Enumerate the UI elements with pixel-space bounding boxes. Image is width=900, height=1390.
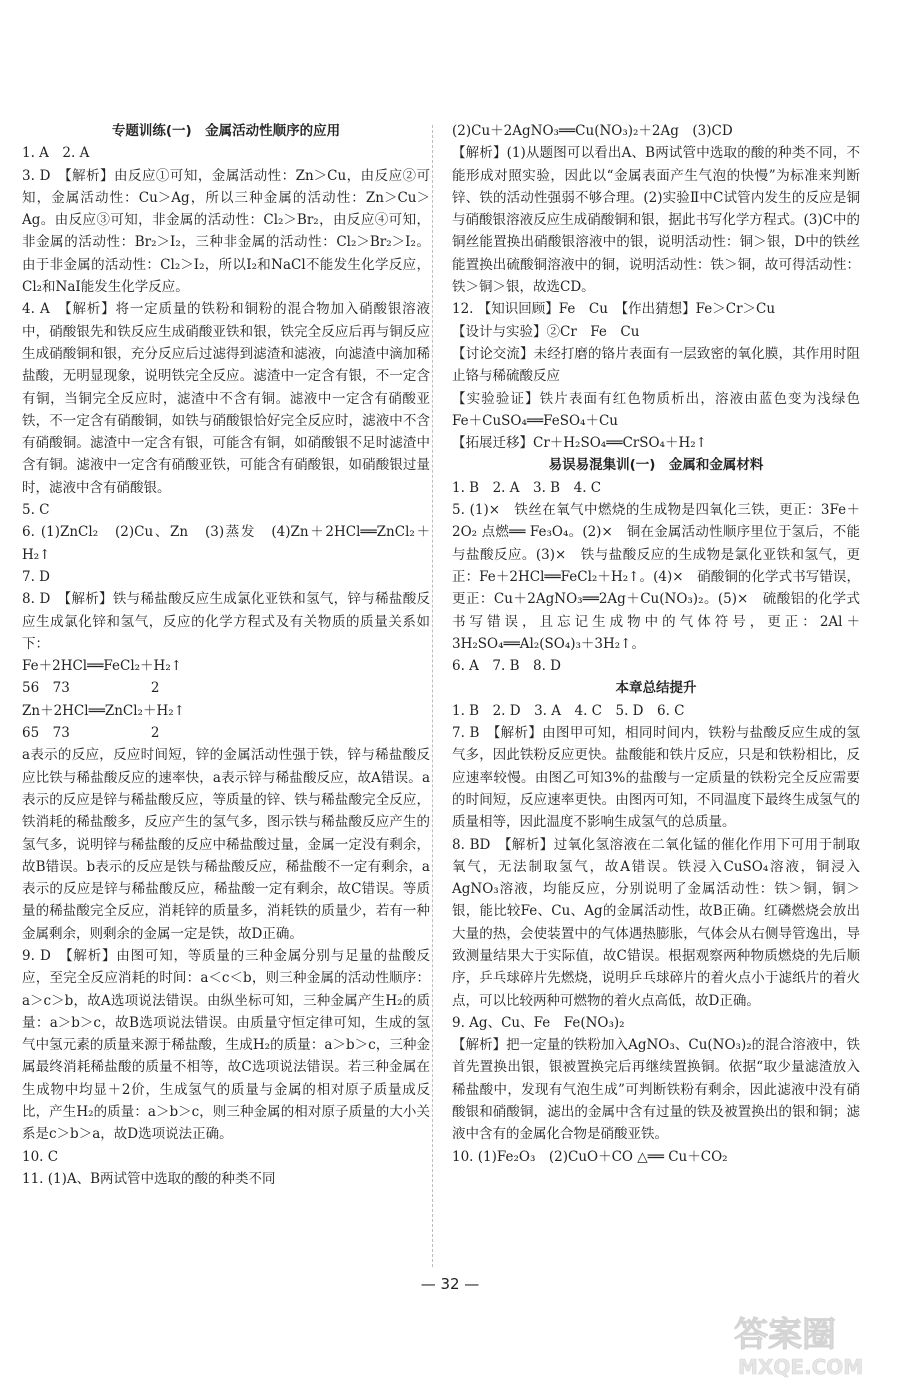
watermark-top-text: 答案圈 (734, 1315, 836, 1355)
mass-line: 65 73 2 (22, 725, 160, 742)
section-title: 专题训练(一) 金属活动性顺序的应用 (111, 123, 341, 139)
answer-item: 5. (1)× 铁丝在氧气中燃烧的生成物是四氧化三铁，更正：3Fe＋2O₂ 点燃══ Fe₃O₄。(2)× 铜在金属活动性顺序里位于氢后，不能与盐酸反应。(3)× 铁与盐酸反应的生成物是氯化亚铁和氢气，更正：Fe＋2HCl══FeCl₂＋H₂↑。(4)× 硝酸铜的化学式书写错误，更正：Cu＋2AgNO₃══2Ag＋Cu(NO₃)₂。(5)× 硫酸铝的化学式书写错误，且忘记生成物中的气体符号，更正：2Al＋3H₂SO₄══Al₂(SO₄)₃＋3H₂↑。 (452, 502, 860, 652)
answer-item: 5. C (22, 502, 50, 519)
answer-item: 7. D (22, 568, 50, 585)
answer-item: 6. (1)ZnCl₂ (2)Cu、Zn (3)蒸发 (4)Zn＋2HCl══ZnCl₂＋H₂↑ (22, 524, 430, 563)
column-divider (432, 125, 433, 1267)
answer-item: 1. A 2. A (22, 145, 90, 162)
left-column (22, 120, 430, 1190)
equation-line: Fe＋2HCl══FeCl₂＋H₂↑ (22, 658, 183, 675)
answer-item: 12. 【知识回顾】Fe Cu 【作出猜想】Fe＞Cr＞Cu (452, 301, 776, 318)
explanation-paragraph: 【解析】(1)从题图可以看出A、B两试管中选取的酸的种类不同，不能形成对照实验，因此以“金属表面产生气泡的快慢”为标准来判断锌、铁的活动性强弱不够合理。(2)实验Ⅱ中C试管内发生的反应是铜与硝酸银溶液反应生成硝酸铜和银，据此书写化学方程式。(3)C中的铜丝能置换出硝酸银溶液中的银，说明活动性：铜＞银，D中的铁丝能置换出硫酸铜溶液中的铜，说明活动性：铁＞铜，故可得活动性：铁＞铜＞银，故选CD。 (452, 145, 860, 296)
answer-item: 7. B 【解析】由图甲可知，相同时间内，铁粉与盐酸反应生成的氢气多，因此铁粉反应更快。盐酸能和铁片反应，只是和铁粉相比，反应速率较慢。由图乙可知3%的盐酸与一定质量的铁粉完全反应需要的时间短，反应速率更快。由图丙可知，不同温度下最终生成氢气的质量相等，因此温度不影响生成氢气的总质量。 (452, 725, 860, 831)
answer-item: 【设计与实验】②Cr Fe Cu (452, 323, 640, 340)
answer-item: 10. (1)Fe₂O₃ (2)CuO＋CO △══ Cu＋CO₂ (452, 1148, 728, 1165)
answer-item: 【讨论交流】未经打磨的铬片表面有一层致密的氧化膜，其作用时阻止铬与稀硫酸反应 (452, 345, 860, 385)
explanation-paragraph: a表示的反应，反应时间短，锌的金属活动性强于铁，锌与稀盐酸反应比铁与稀盐酸反应的速率快，a表示锌与稀盐酸反应，故A错误。a表示的反应是锌与稀盐酸反应，等质量的锌、铁与稀盐酸完全反应，铁消耗的稀盐酸多，反应产生的氢气多，图示铁与稀盐酸反应产生的氢气多，说明锌与稀盐酸的反应中稀盐酸过量，金属一定没有剩余，故B错误。b表示的反应是铁与稀盐酸反应，稀盐酸不一定有剩余，a表示的反应是锌与稀盐酸反应，稀盐酸一定有剩余，故C错误。等质量的稀盐酸完全反应，消耗锌的质量多，消耗铁的质量少，若有一种金属剩余，则剩余的金属一定是铁，故D正确。 (22, 747, 430, 942)
answer-item: (2)Cu＋2AgNO₃══Cu(NO₃)₂＋2Ag (3)CD (452, 123, 733, 139)
answer-item: 11. (1)A、B两试管中选取的酸的种类不同 (22, 1170, 276, 1187)
answer-item: 10. C (22, 1148, 59, 1165)
section-title: 本章总结提升 (615, 680, 697, 697)
right-column (452, 120, 874, 1168)
answer-item: 9. D 【解析】由图可知，等质量的三种金属分别与足量的盐酸反应，至完全反应消耗的时间：a＜c＜b，则三种金属的活动性顺序：a＞c＞b，故A选项说法错误。由纵坐标可知，三种金属产生H₂的质量：a＞b＞c，故B选项说法错误。由质量守恒定律可知，生成的氢气中氢元素的质量来源于稀盐酸，生成H₂的质量：a＞b＞c，三种金属最终消耗稀盐酸的质量不相等，故C选项说法错误。若三种金属在生成物中均显＋2价，生成氢气的质量与金属的相对原子质量成反比，产生H₂的质量：a＞b＞c，则三种金属的相对原子质量的大小关系是c＞b＞a，故D选项说法正确。 (22, 947, 430, 1143)
watermark-logo (728, 1306, 888, 1380)
watermark-bottom-text: MXQE.COM (738, 1355, 864, 1379)
answer-item: 1. B 2. A 3. B 4. C (452, 479, 602, 496)
answer-item: 8. D 【解析】铁与稀盐酸反应生成氯化亚铁和氢气，锌与稀盐酸反应生成氯化锌和氢气，反应的化学方程式及有关物质的质量关系如下： (22, 591, 430, 652)
answer-item: 6. A 7. B 8. D (452, 658, 562, 675)
section-title: 易误易混集训(一) 金属和金属材料 (548, 457, 764, 474)
mass-line: 56 73 2 (22, 680, 160, 697)
page-number: — 32 — (420, 1275, 480, 1293)
answer-item: 9. Ag、Cu、Fe Fe(NO₃)₂ (452, 1014, 625, 1031)
answer-item: 8. BD 【解析】过氧化氢溶液在二氧化锰的催化作用下可用于制取氧气，无法制取氢气，故A错误。铁浸入CuSO₄溶液，铜浸入AgNO₃溶液，均能反应，分别说明了金属活动性：铁＞铜，铜＞银，能比较Fe、Cu、Ag的金属活动性，故B正确。红磷燃烧会放出大量的热，会使装置中的气体遇热膨胀，气体会从右侧导管逸出，导致测量结果大于实际值，故C错误。根据观察两种物质燃烧的先后顺序，乒乓球碎片先燃烧，说明乒乓球碎片的着火点小于滤纸片的着火点，可以比较两种可燃物的着火点高低，故D正确。 (452, 836, 860, 1009)
answer-item: 【拓展迁移】Cr＋H₂SO₄══CrSO₄＋H₂↑ (452, 435, 707, 452)
equation-line: Zn＋2HCl══ZnCl₂＋H₂↑ (22, 702, 185, 719)
answer-item: 【实验验证】铁片表面有红色物质析出，溶液由蓝色变为浅绿色 Fe＋CuSO₄══FeSO₄＋Cu (452, 390, 874, 429)
answer-item: 3. D 【解析】由反应①可知，金属活动性：Zn＞Cu，由反应②可知，金属活动性：Cu＞Ag，所以三种金属的活动性：Zn＞Cu＞Ag。由反应③可知，非金属的活动性：Cl₂＞Br₂，由反应④可知，非金属的活动性：Br₂＞I₂，三种非金属的活动性：Cl₂＞Br₂＞I₂。由于非金属的活动性：Cl₂＞I₂，所以I₂和NaCl不能发生化学反应，Cl₂和NaI能发生化学反应。 (22, 167, 430, 296)
explanation-paragraph: 【解析】把一定量的铁粉加入AgNO₃、Cu(NO₃)₂的混合溶液中，铁首先置换出银，银被置换完后再继续置换铜。依据“取少量滤渣放入稀盐酸中，发现有气泡生成”可判断铁粉有剩余，因此滤液中没有硝酸银和硝酸铜，滤出的金属中含有过量的铁及被置换出的银和铜；滤液中含有的金属化合物是硝酸亚铁。 (452, 1037, 860, 1143)
answer-item: 1. B 2. D 3. A 4. C 5. D 6. C (452, 702, 685, 719)
answer-item: 4. A 【解析】将一定质量的铁粉和铜粉的混合物加入硝酸银溶液中，硝酸银先和铁反应生成硝酸亚铁和银，铁完全反应后再与铜反应生成硝酸铜和银，充分反应后过滤得到滤渣和滤液，向滤渣中滴加稀盐酸，无明显现象，说明铁完全反应。滤渣中一定含有银，不一定含有铜，当铜完全反应时，滤渣中不含有铜。滤液中一定含有硝酸亚铁，不一定含有硝酸铜，如铁与硝酸银恰好完全反应时，滤液中不含有硝酸铜。滤渣中一定含有银，可能含有铜，如硝酸银不足时滤渣中含有铜。滤液中一定含有硝酸亚铁，可能含有硝酸银，如硝酸银过量时，滤液中含有硝酸银。 (22, 301, 430, 496)
